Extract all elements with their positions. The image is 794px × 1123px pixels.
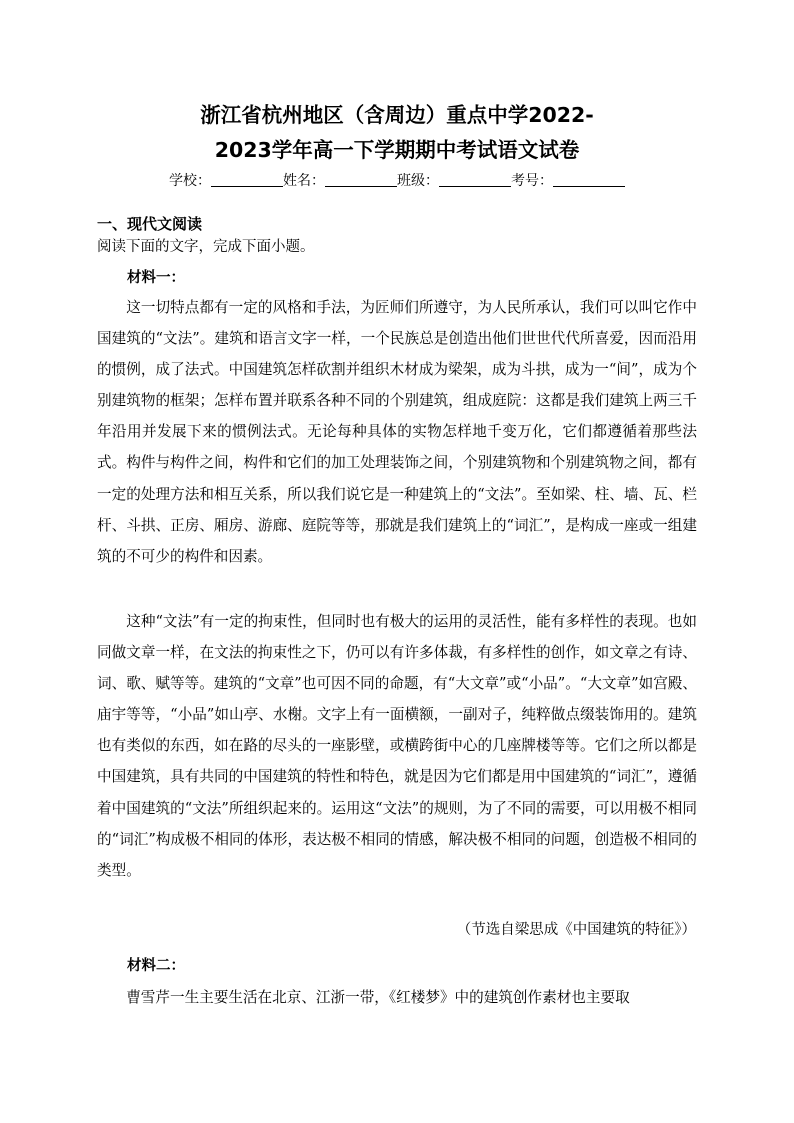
school-label: 学校： (169, 173, 211, 189)
material-1-source: （节选自梁思成《中国建筑的特征》） (456, 922, 696, 938)
exam-number-blank (553, 172, 625, 187)
material-2-paragraph-1: 曹雪芹一生主要生活在北京、江浙一带，《红楼梦》中的建筑创作素材也主要取 (126, 989, 630, 1006)
class-label: 班级： (397, 173, 439, 189)
material-2-label: 材料二： (127, 957, 185, 974)
material-1-label: 材料一： (127, 269, 185, 286)
exam-number-label: 考号： (511, 173, 553, 189)
exam-title-line-2: 2023学年高一下学期期中考试语文试卷 (214, 138, 580, 162)
section-title: 一、现代文阅读 (97, 215, 203, 233)
material-1-paragraph-2: 这种“文法”有一定的拘束性，但同时也有极大的运用的灵活性，能有多样性的表现。也如同做文章一样，在文法的拘束性之下，仍可以有许多体裁，有多样性的创作，如文章之有诗、词、歌、赋等等。建筑的“文章”也可因不同的命题，有“大文章”或“小品”。“大文章”如宫殿、庙宇等等，“小品”如山亭、水榭。文字上有一面横额，一副对子，纯粹做点缀装饰用的。建筑也有类似的东西，如在路的尽头的一座影壁，或横跨街中心的几座牌楼等等。它们之所以都是中国建筑，具有共同的中国建筑的特性和特色，就是因为它们都是用中国建筑的“词汇”，遵循着中国建筑的“文法”所组织起来的。运用这“文法”的规则，为了不同的需要，可以用极不相同的“词汇”构成极不相同的体形，表达极不相同的情感，解决极不相同的问题，创造极不相同的类型。 (97, 613, 697, 879)
material-1-paragraph-1: 这一切特点都有一定的风格和手法，为匠师们所遵守，为人民所承认，我们可以叫它作中国建筑的“文法”。建筑和语言文字一样，一个民族总是创造出他们世世代代所喜爱，因而沿用的惯例，成了法式。中国建筑怎样砍割并组织木材成为梁架，成为斗拱，成为一“间”，成为个别建筑物的框架；怎样布置并联系各种不同的个别建筑，组成庭院：这都是我们建筑上两三千年沿用并发展下来的惯例法式。无论每种具体的实物怎样地千变万化，它们都遵循着那些法式。构件与构件之间，构件和它们的加工处理装饰之间，个别建筑物和个别建筑物之间，都有一定的处理方法和相互关系，所以我们说它是一种建筑上的“文法”。至如梁、柱、墙、瓦、栏杆、斗拱、正房、厢房、游廊、庭院等等，那就是我们建筑上的“词汇”，是构成一座或一组建筑的不可少的构件和因素。 (97, 299, 697, 565)
name-blank (325, 172, 397, 187)
exam-title-line-1: 浙江省杭州地区（含周边）重点中学2022- (200, 103, 594, 127)
section-instruction: 阅读下面的文字，完成下面小题。 (97, 239, 315, 255)
class-blank (439, 172, 511, 187)
school-blank (211, 172, 283, 187)
name-label: 姓名： (283, 173, 325, 189)
student-info-row (0, 171, 794, 191)
